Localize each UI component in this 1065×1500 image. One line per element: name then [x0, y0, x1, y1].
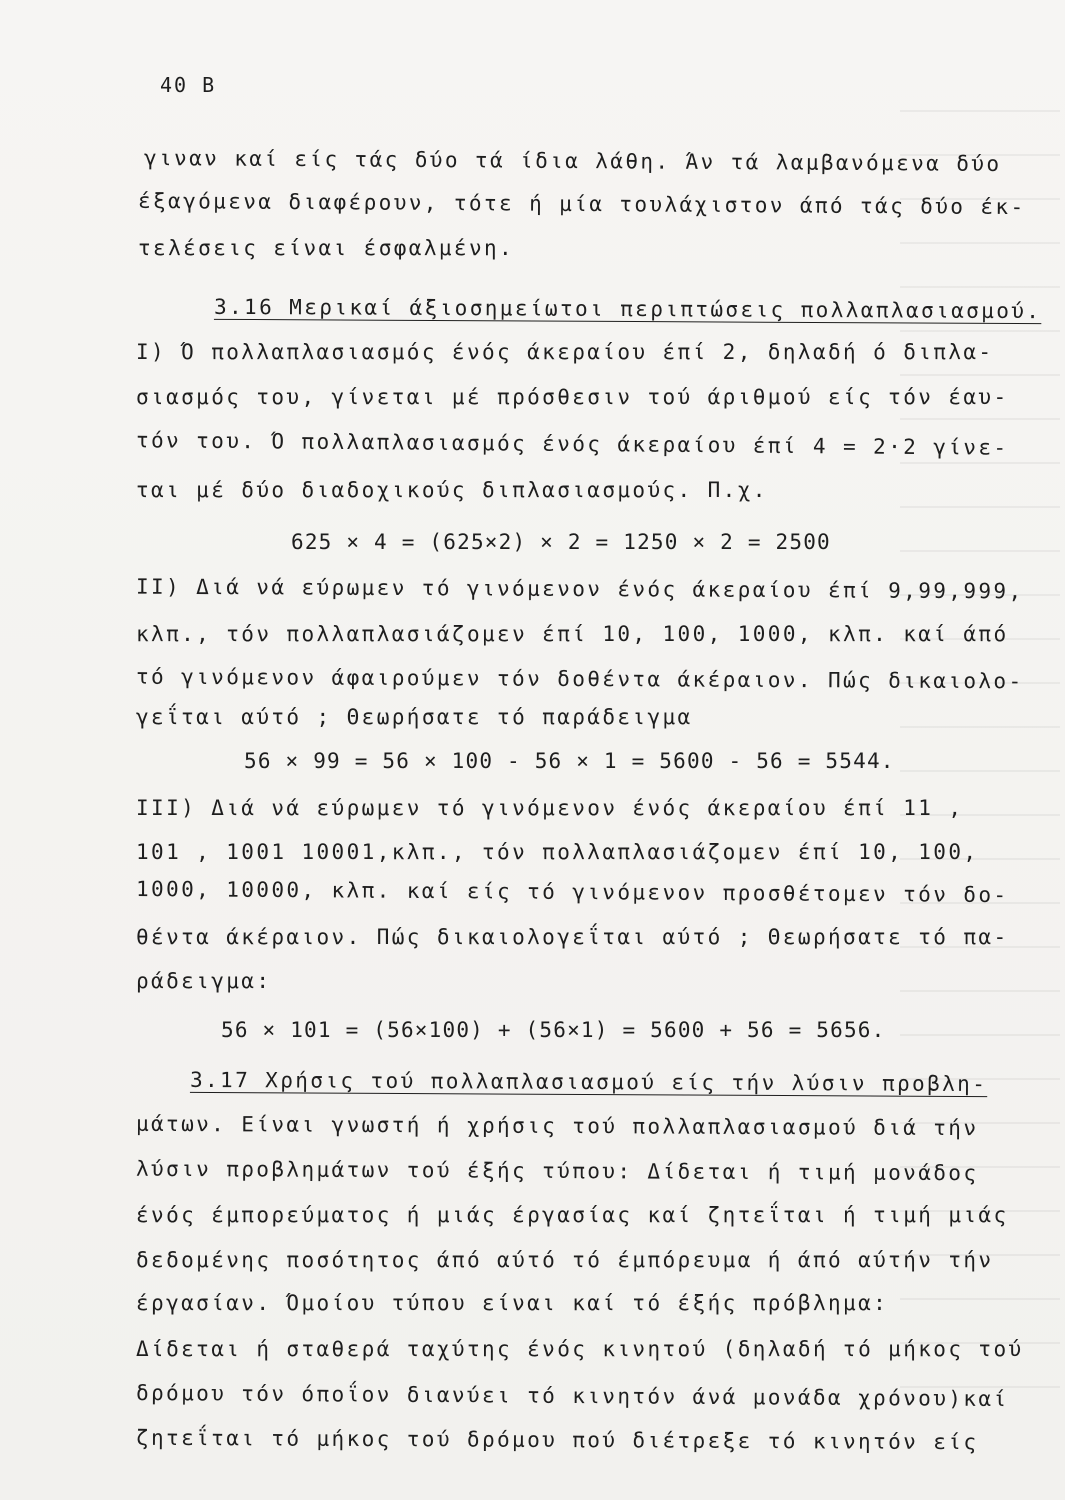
text-line: έξαγόμενα διαφέρουν, τότε ή μία τουλάχιστον άπό τάς δύο έκ- [137, 188, 1026, 220]
formula-line: 56 × 101 = (56×100) + (56×1) = 5600 + 56 = 5656. [221, 1018, 886, 1042]
formula-line: 625 × 4 = (625×2) × 2 = 1250 × 2 = 2500 [291, 530, 831, 554]
text-line: τό γινόμενον άφαιρούμεν τόν δοθέντα άκέραιον. Πώς δικαιολο- [135, 664, 1024, 694]
text-line: ται μέ δύο διαδοχικούς διπλασιασμούς. Π.χ. [136, 478, 768, 502]
text-line: θέντα άκέραιον. Πώς δικαιολογεΐται αύτό ; Θεωρήσατε τό πα- [136, 925, 1009, 949]
text-line: δρόμου τόν όποΐον διανύει τό κινητόν άνά μονάδα χρόνου)καί [135, 1380, 1009, 1412]
text-line: έργασίαν. Όμοίου τύπου είναι καί τό έξής πρόβλημα: [136, 1291, 889, 1315]
text-line: γιναν καί είς τάς δύο τά ίδια λάθη. Άν τά λαμβανόμενα δύο [143, 146, 1002, 176]
text-line: ράδειγμα: [136, 969, 272, 993]
text-line: δεδομένης ποσότητος άπό αύτό τό έμπόρευμα ή άπό αύτήν τήν [136, 1248, 994, 1272]
text-line: σιασμός του, γίνεται μέ πρόσθεσιν τού άριθμού είς τόν έαυ- [136, 385, 1009, 409]
text-line: II) Διά νά εύρωμεν τό γινόμενον ένός άκεραίου έπί 9,99,999, [135, 574, 1024, 604]
text-line: ζητεΐται τό μήκος τού δρόμου πού διέτρεξε τό κινητόν είς [135, 1425, 979, 1455]
text-line: κλπ., τόν πολλαπλασιάζομεν έπί 10, 100, 1000, κλπ. καί άπό [136, 622, 1009, 646]
text-line: τόν του. Ό πολλαπλασιασμός ένός άκεραίου έπί 4 = 2·2 γίνε- [135, 428, 1009, 460]
text-line: 1000, 10000, κλπ. καί είς τό γινόμενον προσθέτομεν τόν δο- [135, 876, 1009, 908]
page-number-header: 40 B [160, 73, 217, 97]
text-line: γεΐται αύτό ; Θεωρήσατε τό παράδειγμα [136, 705, 693, 729]
text-line: λύσιν προβλημάτων τού έξής τύπου: Δίδεται ή τιμή μονάδος [135, 1156, 979, 1186]
text-line: III) Διά νά εύρωμεν τό γινόμενον ένός άκεραίου έπί 11 , [136, 796, 964, 820]
section-heading-3-17: 3.17 Χρήσις τού πολλαπλασιασμού είς τήν λύσιν προβλη- [189, 1067, 988, 1097]
text-line: τελέσεις είναι έσφαλμένη. [138, 236, 515, 260]
formula-line: 56 × 99 = 56 × 100 - 56 × 1 = 5600 - 56 = 5544. [244, 749, 895, 773]
text-line: I) Ό πολλαπλασιασμός ένός άκεραίου έπί 2, δηλαδή ό διπλα- [136, 340, 994, 364]
text-line: Δίδεται ή σταθερά ταχύτης ένός κινητού (δηλαδή τό μήκος τού [136, 1337, 1024, 1361]
text-line: 101 , 1001 10001,κλπ., τόν πολλαπλασιάζομεν έπί 10, 100, [136, 840, 979, 864]
text-line: ένός έμπορεύματος ή μιάς έργασίας καί ζητεΐται ή τιμή μιάς [136, 1203, 1009, 1227]
section-heading-3-16: 3.16 Μερικαί άξιοσημείωτοι περιπτώσεις πολλαπλασιασμού. [213, 294, 1042, 324]
text-line: μάτων. Είναι γνωστή ή χρήσις τού πολλαπλασιασμού διά τήν [135, 1111, 979, 1141]
